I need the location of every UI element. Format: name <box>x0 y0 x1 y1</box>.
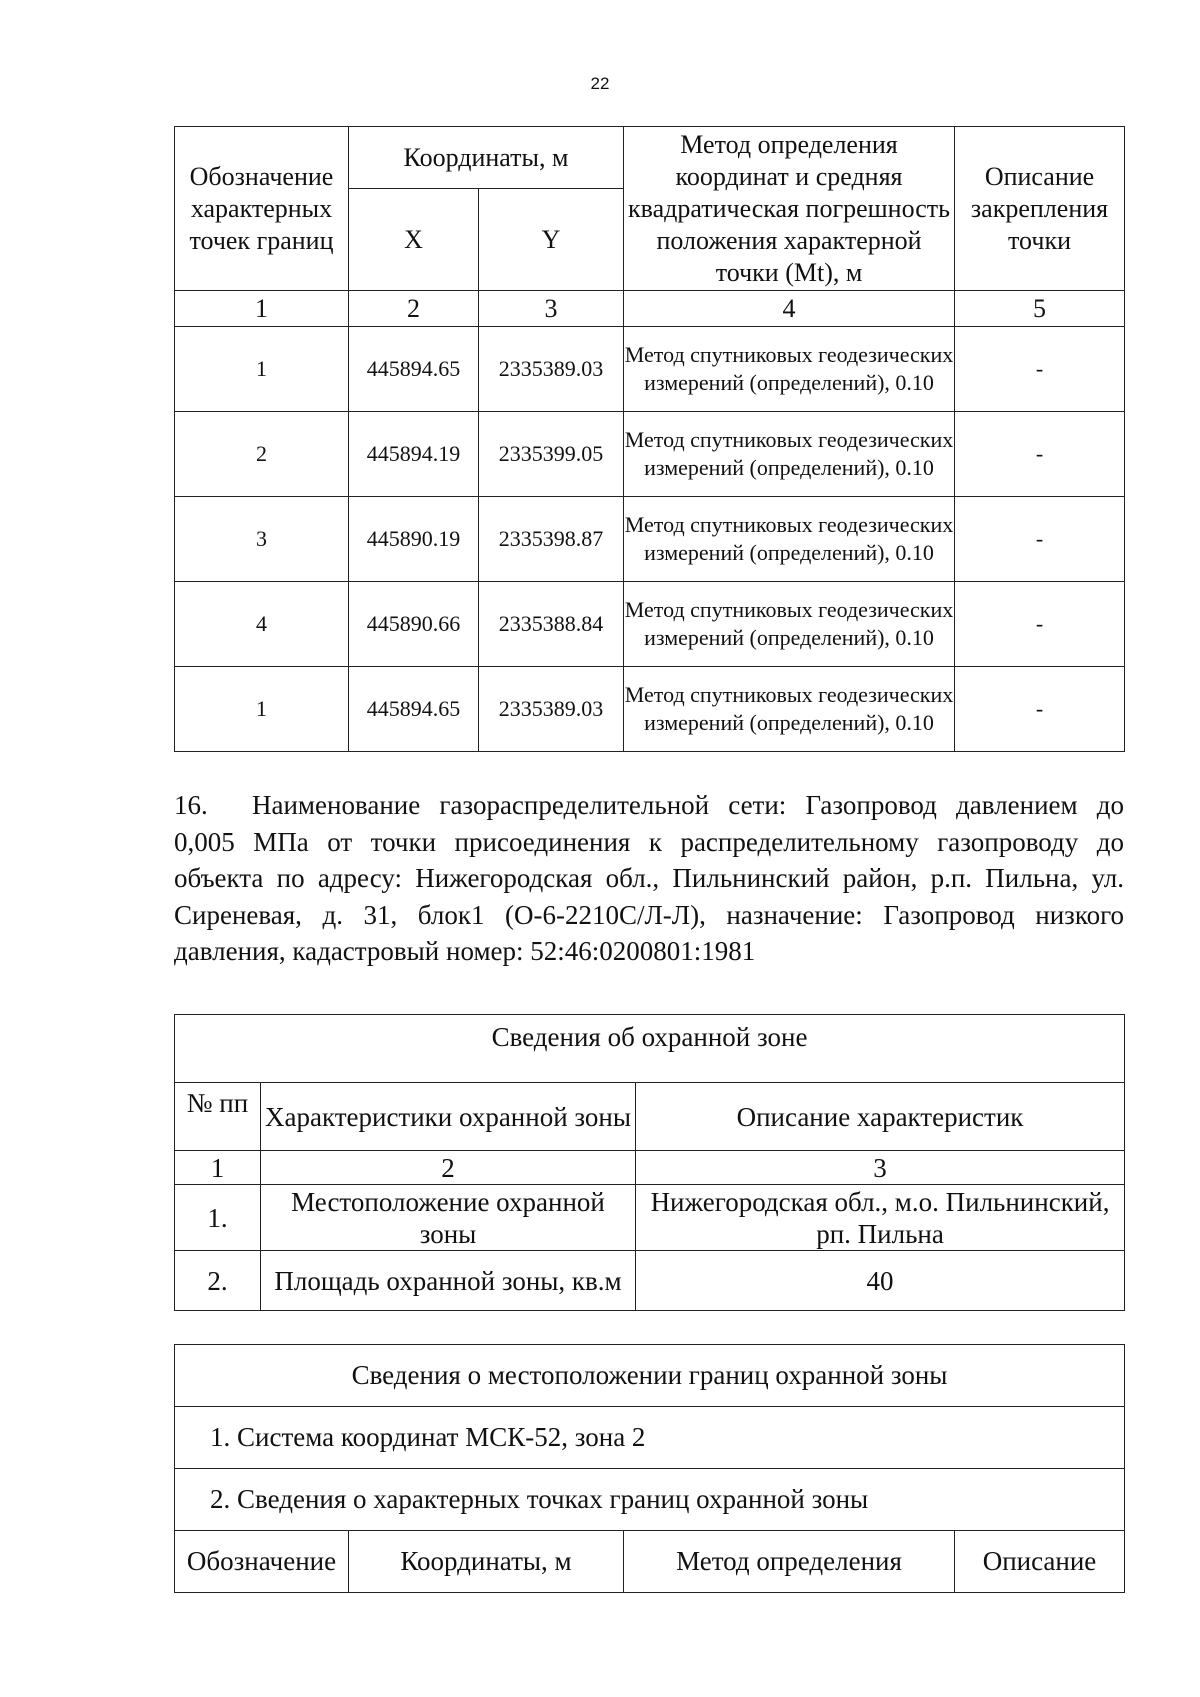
header-method: Метод определения <box>624 1531 955 1593</box>
y-cell: 2335388.84 <box>479 582 624 667</box>
header-designation: Обозначение <box>175 1531 349 1593</box>
column-number: 3 <box>636 1151 1125 1185</box>
header-x: X <box>349 189 479 291</box>
row-description: Нижегородская обл., м.о. Пильнинский, рп. Пильна <box>636 1185 1125 1251</box>
point-cell: 1 <box>175 327 349 412</box>
description-cell: - <box>955 497 1125 582</box>
table-row <box>175 497 1125 582</box>
description-cell: - <box>955 412 1125 497</box>
method-cell: Метод спутниковых геодезических измерений (определений), 0.10 <box>624 497 955 582</box>
header-designation: Обозначение характерных точек границ <box>175 127 349 291</box>
column-number: 2 <box>349 291 479 327</box>
point-cell: 1 <box>175 667 349 752</box>
header-coordinates: Координаты, м <box>349 1531 624 1593</box>
header-coordinates: Координаты, м <box>349 127 624 189</box>
column-number: 1 <box>175 1151 261 1185</box>
column-number: 3 <box>479 291 624 327</box>
section-paragraph <box>174 787 1124 970</box>
table-row <box>175 327 1125 412</box>
page-number: 22 <box>590 74 610 93</box>
zone-table-title: Сведения об охранной зоне <box>175 1015 1125 1083</box>
header-description: Описание <box>955 1531 1125 1593</box>
point-cell: 4 <box>175 582 349 667</box>
row-characteristic: Местоположение охранной зоны <box>261 1185 636 1251</box>
method-cell: Метод спутниковых геодезических измерений (определений), 0.10 <box>624 327 955 412</box>
header-y: Y <box>479 189 624 291</box>
column-number: 5 <box>955 291 1125 327</box>
coordinate-system-item: 1. Система координат МСК-52, зона 2 <box>175 1407 1125 1469</box>
column-number: 4 <box>624 291 955 327</box>
x-cell: 445894.19 <box>349 412 479 497</box>
y-cell: 2335399.05 <box>479 412 624 497</box>
table-row <box>175 412 1125 497</box>
header-num: № пп <box>175 1083 261 1151</box>
x-cell: 445894.65 <box>349 667 479 752</box>
boundary-points-item: 2. Сведения о характерных точках границ охранной зоны <box>175 1469 1125 1531</box>
coordinates-table <box>174 126 1125 752</box>
header-characteristic: Характеристики охранной зоны <box>261 1083 636 1151</box>
table-row <box>175 1185 1125 1251</box>
table-row <box>175 1251 1125 1311</box>
description-cell: - <box>955 327 1125 412</box>
table-row <box>175 667 1125 752</box>
method-cell: Метод спутниковых геодезических измерений (определений), 0.10 <box>624 667 955 752</box>
y-cell: 2335389.03 <box>479 327 624 412</box>
y-cell: 2335389.03 <box>479 667 624 752</box>
description-cell: - <box>955 667 1125 752</box>
header-method: Метод определения координат и средняя квадратическая погрешность положения характерной точки (Mt), м <box>624 127 955 291</box>
header-characteristic-description: Описание характеристик <box>636 1083 1125 1151</box>
protection-zone-table <box>174 1014 1125 1311</box>
header-description: Описание закрепления точки <box>955 127 1125 291</box>
table-row <box>175 582 1125 667</box>
x-cell: 445894.65 <box>349 327 479 412</box>
point-cell: 3 <box>175 497 349 582</box>
method-cell: Метод спутниковых геодезических измерений (определений), 0.10 <box>624 582 955 667</box>
bounds-table-title: Сведения о местоположении границ охранной зоны <box>175 1345 1125 1407</box>
point-cell: 2 <box>175 412 349 497</box>
column-number: 2 <box>261 1151 636 1185</box>
column-number: 1 <box>175 291 349 327</box>
paragraph-number: 16. <box>174 790 208 820</box>
row-num: 1. <box>175 1185 261 1251</box>
column-number-row <box>175 291 1125 327</box>
column-number-row <box>175 1151 1125 1185</box>
x-cell: 445890.19 <box>349 497 479 582</box>
zone-boundaries-table <box>174 1344 1125 1593</box>
x-cell: 445890.66 <box>349 582 479 667</box>
y-cell: 2335398.87 <box>479 497 624 582</box>
paragraph-text: Наименование газораспределительной сети: Газопровод давлением до 0,005 МПа от точки присоединения к распределительному газопроводу до объекта по адресу: Нижегородская обл., Пильнинский район, р.п. Пильна, ул. Сиреневая, д. 31, блок1 (О-6-2210С/Л-Л), назначение: Газопровод низкого давления, кадастровый номер: 52:46:0200801:1981 <box>174 790 1124 966</box>
row-num: 2. <box>175 1251 261 1311</box>
method-cell: Метод спутниковых геодезических измерений (определений), 0.10 <box>624 412 955 497</box>
row-characteristic: Площадь охранной зоны, кв.м <box>261 1251 636 1311</box>
row-description: 40 <box>636 1251 1125 1311</box>
description-cell: - <box>955 582 1125 667</box>
